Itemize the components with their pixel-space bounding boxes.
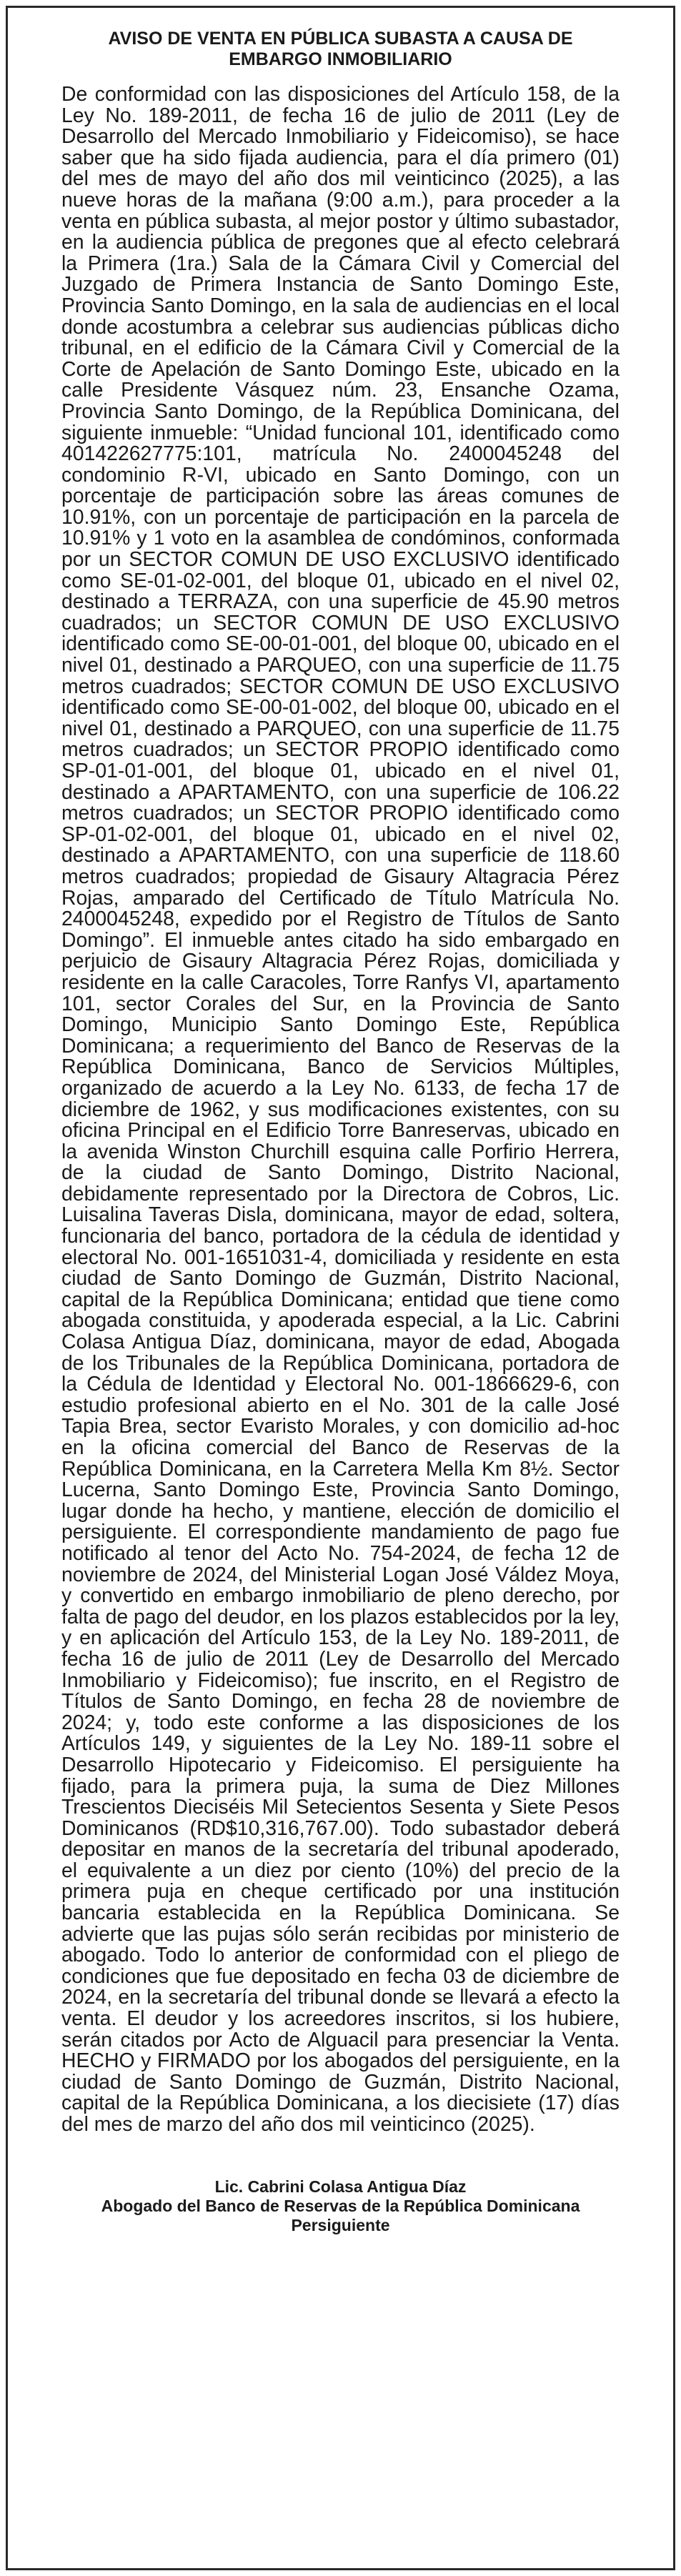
notice-body: De conformidad con las disposiciones del Artículo 158, de la Ley No. 189-2011, de fecha 16 de julio de 2011 (Ley de Desarrollo del Mercado Inmobiliario y Fideicomiso), se hace saber que ha sido fijada audiencia, para el día primero (01) del mes de mayo del año dos mil veinticinco (2025), a las nueve horas de la mañana (9:00 a.m.), para proceder a la venta en pública subasta, al mejor postor y último subastador, en la audiencia pública de pregones que al efecto celebrará la Primera (1ra.) Sala de la Cámara Civil y Comercial del Juzgado de Primera Instancia de Santo Domingo Este, Provincia Santo Domingo, en la sala de audiencias en el local donde acostumbra a celebrar sus audiencias públicas dicho tribunal, en el edificio de la Cámara Civil y Comercial de la Corte de Apelación de Santo Domingo Este, ubicado en la calle Presidente Vásquez núm. 23, Ensanche Ozama, Provincia Santo Domingo, de la República Dominicana, del siguiente inmueble: “Unidad funcional 101, identificado como 401422627775:101, matrícula No. 2400045248 del condominio R-VI, ubicado en Santo Domingo, con un porcentaje de participación sobre las áreas comunes de 10.91%, con un porcentaje de participación en la parcela de 10.91% y 1 voto en la asamblea de condóminos, conformada por un SECTOR COMUN DE USO EXCLUSIVO identificado como SE-01-02-001, del bloque 01, ubicado en el nivel 02, destinado a TERRAZA, con una superficie de 45.90 metros cuadrados; un SECTOR COMUN DE USO EXCLUSIVO identificado como SE-00-01-001, del bloque 00, ubicado en el nivel 01, destinado a PARQUEO, con una superficie de 11.75 metros cuadrados; SECTOR COMUN DE USO EXCLUSIVO identificado como SE-00-01-002, del bloque 00, ubicado en el nivel 01, destinado a PARQUEO, con una superficie de 11.75 metros cuadrados; un SECTOR PROPIO identificado como SP-01-01-001, del bloque 01, ubicado en el nivel 01, destinado a APARTAMENTO, con una superficie de 106.22 metros cuadrados; un SECTOR PROPIO identificado como SP-01-02-001, del bloque 01, ubicado en el nivel 02, destinado a APARTAMENTO, con una superficie de 118.60 metros cuadrados; propiedad de Gisaury Altagracia Pérez Rojas, amparado del Certificado de Título Matrícula No. 2400045248, expedido por el Registro de Títulos de Santo Domingo”. El inmueble antes citado ha sido embargado en perjuicio de Gisaury Altagracia Pérez Rojas, domiciliada y residente en la calle Caracoles, Torre Ranfys VI, apartamento 101, sector Corales del Sur, en la Provincia de Santo Domingo, Municipio Santo Domingo Este, República Dominicana; a requerimiento del Banco de Reservas de la República Dominicana, Banco de Servicios Múltiples, organizado de acuerdo a la Ley No. 6133, de fecha 17 de diciembre de 1962, y sus modificaciones existentes, con su oficina Principal en el Edificio Torre Banreservas, ubicado en la avenida Winston Churchill esquina calle Porfirio Herrera, de la ciudad de Santo Domingo, Distrito Nacional, debidamente representado por la Directora de Cobros, Lic. Luisalina Taveras Disla, dominicana, mayor de edad, soltera, funcionaria del banco, portadora de la cédula de identidad y electoral No. 001-1651031-4, domiciliada y residente en esta ciudad de Santo Domingo de Guzmán, Distrito Nacional, capital de la República Dominicana; entidad que tiene como abogada constituida, y apoderada especial, a la Lic. Cabrini Colasa Antigua Díaz, dominicana, mayor de edad, Abogada de los Tribunales de la República Dominicana, portadora de la Cédula de Identidad y Electoral No. 001-1866629-6, con estudio profesional abierto en el No. 301 de la calle José Tapia Brea, sector Evaristo Morales, y con domicilio ad-hoc en la oficina comercial del Banco de Reservas de la República Dominicana, en la Carretera Mella Km 8½. Sector Lucerna, Santo Domingo Este, Provincia Santo Domingo, lugar donde ha hecho, y mantiene, elección de domicilio el persiguiente. El correspondiente mandamiento de pago fue notificado al tenor del Acto No. 754-2024, de fecha 12 de noviembre de 2024, del Ministerial Logan José Váldez Moya, y convertido en embargo inmobiliario de pleno derecho, por falta de pago del deudor, en los plazos establecidos por la ley, y en aplicación del Artículo 153, de la Ley No. 189-2011, de fecha 16 de julio de 2011 (Ley de Desarrollo del Mercado Inmobiliario y Fideicomiso); fue inscrito, en el Registro de Títulos de Santo Domingo, en fecha 28 de noviembre de 2024; y, todo este conforme a las disposiciones de los Artículos 149, y siguientes de la Ley No. 189-11 sobre el Desarrollo Hipotecario y Fideicomiso. El persiguiente ha fijado, para la primera puja, la suma de Diez Millones Trescientos Dieciséis Mil Setecientos Sesenta y Siete Pesos Dominicanos (RD$10,316,767.00). Todo subastador deberá depositar en manos de la secretaría del tribunal apoderado, el equivalente a un diez por ciento (10%) del precio de la primera puja en cheque certificado por una institución bancaria establecida en la República Dominicana. Se advierte que las pujas sólo serán recibidas por ministerio de abogado. Todo lo anterior de conformidad con el pliego de condiciones que fue depositado en fecha 03 de diciembre de 2024, en la secretaría del tribunal donde se llevará a efecto la venta. El deudor y los acreedores inscritos, si los hubiere, serán citados por Acto de Alguacil para presenciar la Venta. HECHO y FIRMADO por los abogados del persiguiente, en la ciudad de Santo Domingo de Guzmán, Distrito Nacional, capital de la República Dominicana, a los diecisiete (17) días del mes de marzo del año dos mil veinticinco (2025). <box>61 83 620 2136</box>
signature-name: Lic. Cabrini Colasa Antigua Díaz <box>214 2177 467 2196</box>
signature-block <box>61 2177 620 2235</box>
signature-party: Persiguiente <box>291 2215 390 2234</box>
notice-content <box>61 29 620 2235</box>
notice-title: AVISO DE VENTA EN PÚBLICA SUBASTA A CAUSA DE EMBARGO INMOBILIARIO <box>108 29 573 69</box>
signature-role: Abogado del Banco de Reservas de la República Dominicana <box>101 2196 580 2215</box>
